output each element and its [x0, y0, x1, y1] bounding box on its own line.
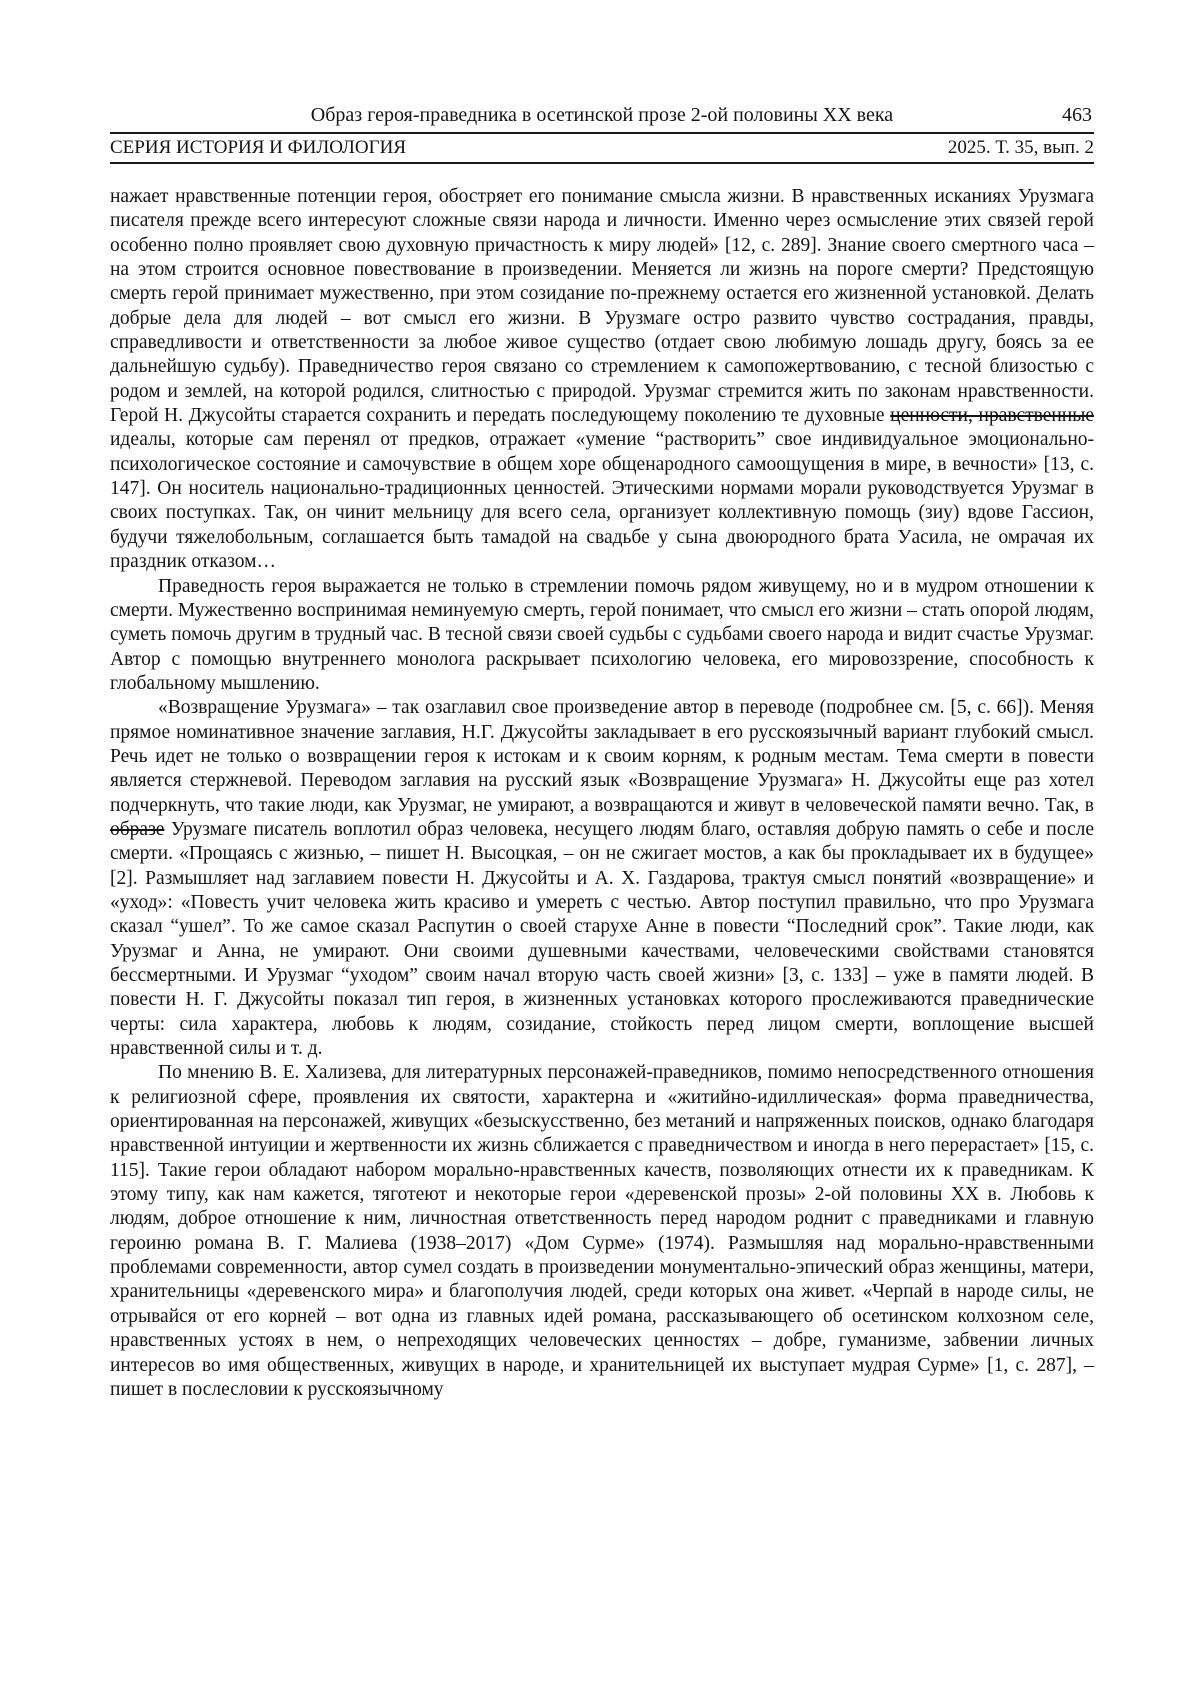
header-rule-bottom: [110, 162, 1094, 164]
paragraph: «Возвращение Урузмага» – так озаглавил свое произведение автор в переводе (подробнее см. [5, с. 66]). Меняя прямое номинативное значение заглавия, Н.Г. Джусойты закладывает в его русскоязычный вариант глубокий смысл. Речь идет не только о возвращении героя к истокам и к своим корням, к родным местам. Тема смерти в повести является стержневой. Переводом заглавия на русский язык «Возвращение Урузмага» Н. Джусойты еще раз хотел подчеркнуть, что такие люди, как Урузмаг, не умирают, а возвращаются и живут в человеческой памяти вечно. Так, в образе Урузмаге писатель воплотил образ человека, несущего людям благо, оставляя добрую память о себе и после смерти. «Прощаясь с жизнью, – пишет Н. Высоцкая, – он не сжигает мостов, а как бы прокладывает их в будущее» [2]. Размышляет над заглавием повести Н. Джусойты и А. Х. Газдарова, трактуя смысл понятий «возвращение» и «уход»: «Повесть учит человека жить красиво и умереть с честью. Автор поступил правильно, что про Урузмага сказал “ушел”. То же самое сказал Распутин о своей старухе Анне в повести “Последний срок”. Такие люди, как Урузмаг и Анна, не умирают. Они своими душевными качествами, человеческими свойствами становятся бессмертными. И Урузмаг “уходом” своим начал вторую часть своей жизни» [3, с. 133] – уже в памяти людей. В повести Н. Г. Джусойты показал тип героя, в жизненных установках которого прослеживаются праведнические черты: сила характера, любовь к людям, созидание, стойкость перед лицом смерти, воплощение высшей нравственной силы и т. д.: [110, 697, 1094, 1060]
strikethrough-text: ценности, нравственные: [890, 405, 1094, 427]
series-title: СЕРИЯ ИСТОРИЯ И ФИЛОЛОГИЯ: [110, 137, 407, 158]
page-header: [110, 103, 1094, 132]
paragraphs: [110, 185, 1094, 1402]
paragraph: По мнению В. Е. Хализева, для литературных персонажей-праведников, помимо непосредственного отношения к религиозной сфере, проявления их святости, характерна и «житийно-идиллическая» форма праведничества, ориентированная на персонажей, живущих «безыскусственно, без метаний и напряженных поисков, однако благодаря нравственной интуиции и жертвенности их жизнь сближается с праведничеством и иногда в него перерастает» [15, с. 115]. Такие герои обладают набором морально-нравственных качеств, позволяющих отнести их к праведникам. К этому типу, как нам кажется, тяготеют и некоторые герои «деревенской прозы» 2-ой половины XX в. Любовь к людям, доброе отношение к ним, личностная ответственность перед народом роднит с праведниками и главную героиню романа В. Г. Малиева (1938–2017) «Дом Сурме» (1974). Размышляя над морально-нравственными проблемами современности, автор сумел создать в произведении монументально-эпический образ женщины, матери, хранительницы «деревенского мира» и благополучия людей, среди которых она живет. «Черпай в народе силы, не отрывайся от его корней – вот одна из главных идей романа, рассказывающего об осетинском колхозном селе, нравственных устоях в нем, о непреходящих человеческих ценностях – добре, гуманизме, забвении личных интересов во имя общественных, живущих в народе, и хранительницей их выступает мудрая Сурме» [1, с. 287], – пишет в послесловии к русскоязычному: [110, 1062, 1094, 1400]
page-number: 463: [1062, 104, 1092, 126]
paragraph: нажает нравственные потенции героя, обостряет его понимание смысла жизни. В нравственных исканиях Урузмага писателя прежде всего интересуют сложные связи народа и личности. Именно через осмысление этих связей герой особенно полно проявляет свою духовную причастность к миру людей» [12, с. 289]. Знание своего смертного часа – на этом строится основное повествование в произведении. Меняется ли жизнь на пороге смерти? Предстоящую смерть герой принимает мужественно, при этом созидание по-прежнему остается его жизненной установкой. Делать добрые дела для людей – вот смысл его жизни. В Урузмаге остро развито чувство сострадания, правды, справедливости и ответственности за любое живое существо (отдает свою любимую лошадь другу, боясь за ее дальнейшую судьбу). Праведничество героя связано со стремлением к самопожертвованию, с тесной близостью с родом и землей, на которой родился, слитностью с природой. Урузмаг стремится жить по законам нравственности. Герой Н. Джусойты старается сохранить и передать последующему поколению те духовные ценности, нравственные идеалы, которые сам перенял от предков, отражает «умение “растворить” свое индивидуальное эмоционально-психологическое состояние и самочувствие в общем хоре общенародного самоощущения в мире, в вечности» [13, с. 147]. Он носитель национально-традиционных ценностей. Этическими нормами морали руководствуется Урузмаг в своих поступках. Так, он чинит мельницу для всего села, организует коллективную помощь (зиу) вдове Гассион, будучи тяжелобольным, соглашается быть тамадой на свадьбе у сына двоюродного брата Уасила, не омрачая их праздник отказом…: [110, 186, 1094, 573]
strikethrough-text: образе: [110, 818, 165, 840]
running-title: Образ героя-праведника в осетинской прозе 2-ой половины XX века: [310, 104, 894, 126]
paragraph: Праведность героя выражается не только в стремлении помочь рядом живущему, но и в мудром отношении к смерти. Мужественно воспринимая неминуемую смерть, герой понимает, что смысл его жизни – стать опорой людям, суметь помочь другим в трудный час. В тесной связи своей судьбы с судьбами своего народа и видит счастье Урузмаг. Автор с помощью внутреннего монолога раскрывает психологию человека, его мировоззрение, способность к глобальному мышлению.: [110, 575, 1094, 694]
page-content: [110, 103, 1094, 1402]
issue-info: 2025. Т. 35, вып. 2: [947, 137, 1094, 158]
series-header: [110, 134, 1094, 162]
